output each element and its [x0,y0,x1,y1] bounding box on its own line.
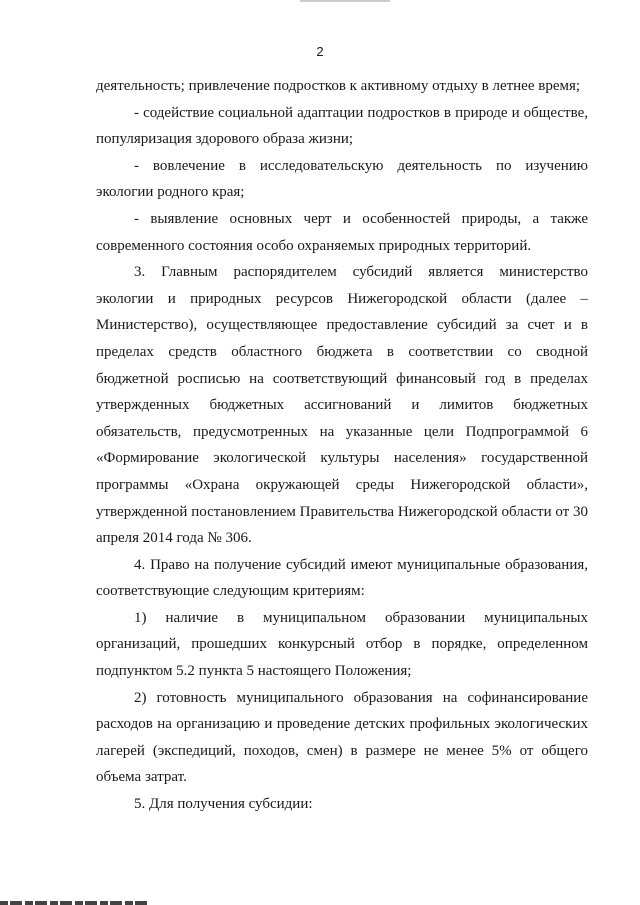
paragraph-item-3: 3. Главным распорядителем субсидий является министерство экологии и природных ресурсов Нижегородской области (далее – Министерство), осуществляющее предоставление субсидий за счет и в пределах средств областного бюджета в соответствии со сводной бюджетной росписью на соответствующий финансовый год в пределах утвержденных бюджетных ассигнований и лимитов бюджетных обязательств, предусмотренных на указанные цели Подпрограммой 6 «Формирование экологической культуры населения» государственной программы «Охрана окружающей среды Нижегородской области», утвержденной постановлением Правительства Нижегородской области от 30 апреля 2014 года № 306. [96,264,588,547]
paragraph-item-5: 5. Для получения субсидии: [134,796,313,813]
page-number: 2 [316,44,324,59]
scan-artifact-bottom [0,901,150,905]
paragraph-bullet-social-adaptation: - содействие социальной адаптации подростков в природе и обществе, популяризация здорового образа жизни; [96,104,588,148]
paragraph-continuation: деятельность; привлечение подростков к активному отдыху в летнее время; [96,78,581,94]
paragraph-bullet-research: - вовлечение в исследовательскую деятельность по изучению экологии родного края; [96,157,588,201]
paragraph-criterion-1: 1) наличие в муниципальном образовании муниципальных организаций, прошедших конкурсный отбор в порядке, определенном подпунктом 5.2 пункта 5 настоящего Положения; [96,609,588,680]
paragraph-criterion-2: 2) готовность муниципального образования на софинансирование расходов на организацию и проведение детских профильных экологических лагерей (экспедиций, походов, смен) в размере не менее 5% от общего объема затрат. [96,689,588,786]
document-body [96,73,588,818]
paragraph-bullet-nature-features: - выявление основных черт и особенностей природы, а также современного состояния особо охраняемых природных территорий. [96,210,588,254]
paragraph-item-4: 4. Право на получение субсидий имеют муниципальные образования, соответствующие следующим критериям: [96,556,588,600]
scan-artifact-top [300,0,390,2]
